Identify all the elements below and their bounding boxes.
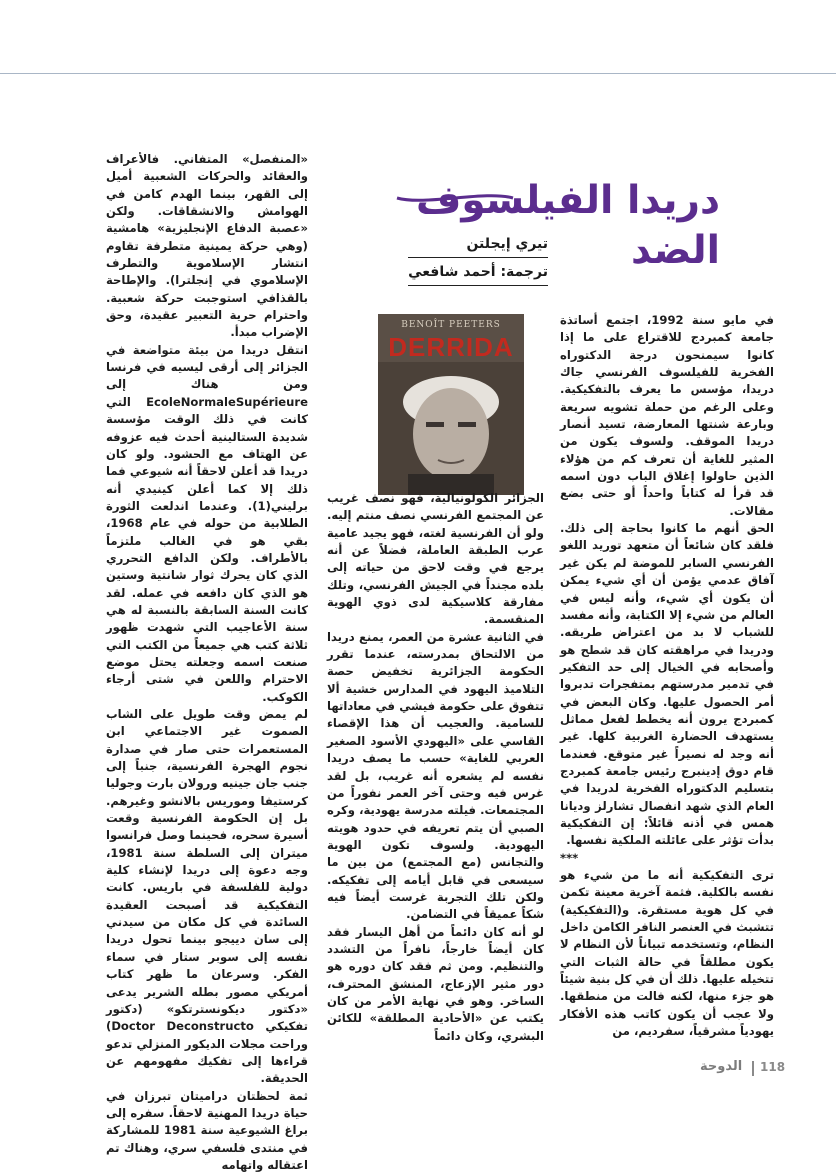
- book-cover-image: [378, 314, 524, 495]
- text-column-right: [560, 312, 774, 1040]
- paragraph: لو أنه كان دائماً من أهل اليسار فقد كان أيضاً خارجاً، نافراً من التشدد والتنظيم. ومن ثم فقد كان دوره هو دور مثير الإزعاج، المنشق المحترف، الساخر. وهو في نهاية الأمر من كان يكتب عن «الأحادية المطلقة» للكائن البشري، وكان دائماً: [327, 924, 544, 1043]
- paragraph: في مايو سنة 1992، اجتمع أساتذة جامعة كمبردج للاقتراع على ما إذا كانوا سيمنحون درجة الدكتوراه الفخرية للفيلسوف الفرنسي جاك دريدا، مؤسس ما يعرف بالتفكيكية. وعلى الرغم من حملة تشويه سريعة وبارعة شنتها المعارضة، تسيد أنصار دريدا الموقف. ولسوف يكون من المثير للغاية أن تعرف كم من هؤلاء الذين حاولوا إغلاق الباب دون اسمه قد قرأ له كتاباً واحداً أو حتى بضع مقالات.: [560, 313, 775, 518]
- paragraph: ثمة لحظتان دراميتان تبرزان في حياة دريدا المهنية لاحقاً. سفره إلى براغ الشيوعية سنة 1981 للمشاركة في منتدى فلسفي سري، وهناك تم اعتقاله واتهامه: [106, 1088, 308, 1172]
- article-title: دريدا الفيلسوف الضد: [416, 178, 720, 274]
- author-name: تيري إيجلتن: [466, 236, 548, 252]
- header-rule: [0, 73, 836, 74]
- bylines: [408, 232, 548, 288]
- paragraph: الحق أنهم ما كانوا بحاجة إلى ذلك. فلقد كان شائعاً أن متعهد توريد اللغو الفرنسي السابر للموضة لم يكن غير آفاق عدمي يؤمن أن أي شيء يمكن أن يكون أي شيء، وأنه ليس في العالم من شيء إلا الكتابة، وأنه مفسد للشباب لا بد من اعتراض طريقه. ودريدا في مراهقته كان قد شطح هو وأصحابه في الخيال إلى حد التفكير في تدمير مدرستهم بمتفجرات تدبروا أمر الحصول عليها. وكان البعض في كمبردج يرون أنه يخطط لفعل مماثل يستهدف الحضارة الغربية كلها. غير أنه وجد له نصيراً غير متوقع. فعندما قام دوق إدينبرج رئيس جامعة كمبردج بتسليم الدكتوراه الفخرية لدريدا في العام الذي شهد انفصال تشارلز وديانا همس في أذنه قائلاً: إن التفكيكية بدأت تؤثر على عائلته الملكية نفسها.: [560, 521, 774, 848]
- paragraph: انتقل دريدا من بيئة متواضعة في الجزائر إلى أرقى ليسيه في فرنسا ومن هناك إلى EcoleNormaleSupérieure التي كانت في ذلك الوقت مؤسسة شديدة الستالينية أحدث فيه عزوفه عن الهتاف مع الحشود. ولو كان دريدا قد أعلن لاحقاً أنه شيوعي فما ذلك إلا كما أعلن كينيدي أنه برليني(1). وعندما اندلعت الثورة الطلابية من حوله في عام 1968، بقي هو في الغالب ملتزماً بالأطراف. ولكن الدافع التحرري الذي كان يحرك ثوار شانتية وستين هو الذي كان دافعه في عمله. لقد كانت السنة السابقة بالنسبة له هي سنة الأعاجيب التي شهدت ظهور ثلاثة كتب هي جميعاً من الكتب التي صنعت اسمه وجعلته يحتل موضع الاحترام واللعن في شتى أرجاء الكوكب.: [106, 342, 308, 704]
- book-cover-author: BENOÎT PEETERS: [401, 320, 501, 330]
- translator-name: ترجمة: أحمد شافعي: [408, 264, 548, 280]
- book-cover-title: DERRIDA: [388, 332, 514, 362]
- footer-separator: [752, 1061, 754, 1076]
- section-break: ***: [560, 850, 579, 865]
- derrida-portrait-photo: [378, 362, 524, 495]
- paragraph: الجزائر الكولونيالية، فهو نصف غريب عن المجتمع الفرنسي نصف منتم إليه. ولو أن الفرنسية لغته، فهو يجيد عامية عرب الطبقة العاملة، فضلاً عن أنه يرجع في وقت لاحق من حياته إلى بلده مجنداً في الجيش الفرنسي، وتلك مفارقة كلاسيكية لدى ذوي الهوية المنقسمة.: [327, 491, 544, 627]
- text-column-left: [106, 151, 308, 1174]
- paragraph: لم يمض وقت طويل على الشاب الصموت غير الاجتماعي ابن المستعمرات حتى صار في صدارة نجوم الهجرة الفرنسية، جنباً إلى جنب جان جينيه ورولان بارت وجوليا كرستيفا وموريس بالانشو وغيرهم. بل إن الحكومة الفرنسية وقعت أسيرة سحره، فحينما وصل فرانسوا ميتران إلى السلطة سنة 1981، وجه دعوة إلى دريدا لإنشاء كلية دولية للفلسفة في باريس. كانت التفكيكية قد أصبحت العقيدة السائدة في كل مكان من سيدني إلى سان دييجو بينما تحول دريدا نفسه إلى سوبر ستار في سماء الفكر. وسرعان ما ظهر كتاب أمريكي مصور بطله الشرير يدعى «دكتور ديكونسترتكو» (دكتور تفكيكي Doctor Deconstructo) وراحت مجلات الديكور المنزلي تدعو قراءها إلى تفكيك مفهومهم عن الحديقة.: [106, 707, 308, 1086]
- byline-underline: [408, 285, 548, 286]
- paragraph: ترى التفكيكية أنه ما من شيء هو نفسه بالكلية. فثمة آخرية معينة تكمن في كل هوية مستقرة. و(التفكيكية) تتشبث في العنصر النافر الكامن داخل النظام، وتستخدمه تبياناً لأن النظام لا يكون مطلقاً في حالة الثبات التي تتخيله عليها. ذلك أن في كل بنية شيئاً هو جزء منها، لكنه فالت من منطقها. ولا عجب أن يكون كاتب هذه الأفكار يهودياً مشرقياً، سفرديم، من: [560, 868, 774, 1039]
- page-number: 118: [760, 1060, 786, 1074]
- paragraph: «المنفصل» المتفاني. فالأعراف والعقائد والحركات الشعبية أميل إلى القهر، بينما الهدم كامن في الهوامش والانشقاقات. ولكن «عصبة الدفاع الإنجليزية» هامشية (وهي حركة يمينية متطرفة تقاوم انتشار الإسلاموية والتطرف الإسلاموي في إنجلترا). والإطاحة بالقذافي استوجبت حركة شعبية. واحترام حرية التعبير عقيدة، وحق الإضراب مبدأ.: [106, 152, 308, 340]
- text-column-middle: [327, 490, 544, 1045]
- paragraph: في الثانية عشرة من العمر، يمنع دريدا من الالتحاق بمدرسته، عندما تقرر الحكومة الجزائرية تخفيض حصة التلاميذ اليهود في المدارس خشية ألا تتفوق على حكومة فيشي في معاداتها للسامية. والعجيب أن هذا الإقصاء القاسي على «اليهودي الأسود الصغير العربي للغاية» حسب ما يصف دريدا نفسه لم يشعره أنه غريب، بل لقد غرس فيه وحتى آخر العمر نفوراً من المجتمعات. فيلته مدرسة يهودية، وكره الصبي أن يتم تعريفه في حدود هويته اليهودية. ولسوف تكون الهوية والتجانس (مع المجتمع) من بين ما سيسعى في قابل أيامه إلى تفكيكه. ولكن تلك التجربة غرست أيضاً فيه شكاً عميقاً في التضامن.: [327, 629, 544, 922]
- magazine-logo: الدوحة: [700, 1059, 743, 1074]
- byline-underline: [408, 257, 548, 258]
- title-swash-ornament: [395, 192, 515, 204]
